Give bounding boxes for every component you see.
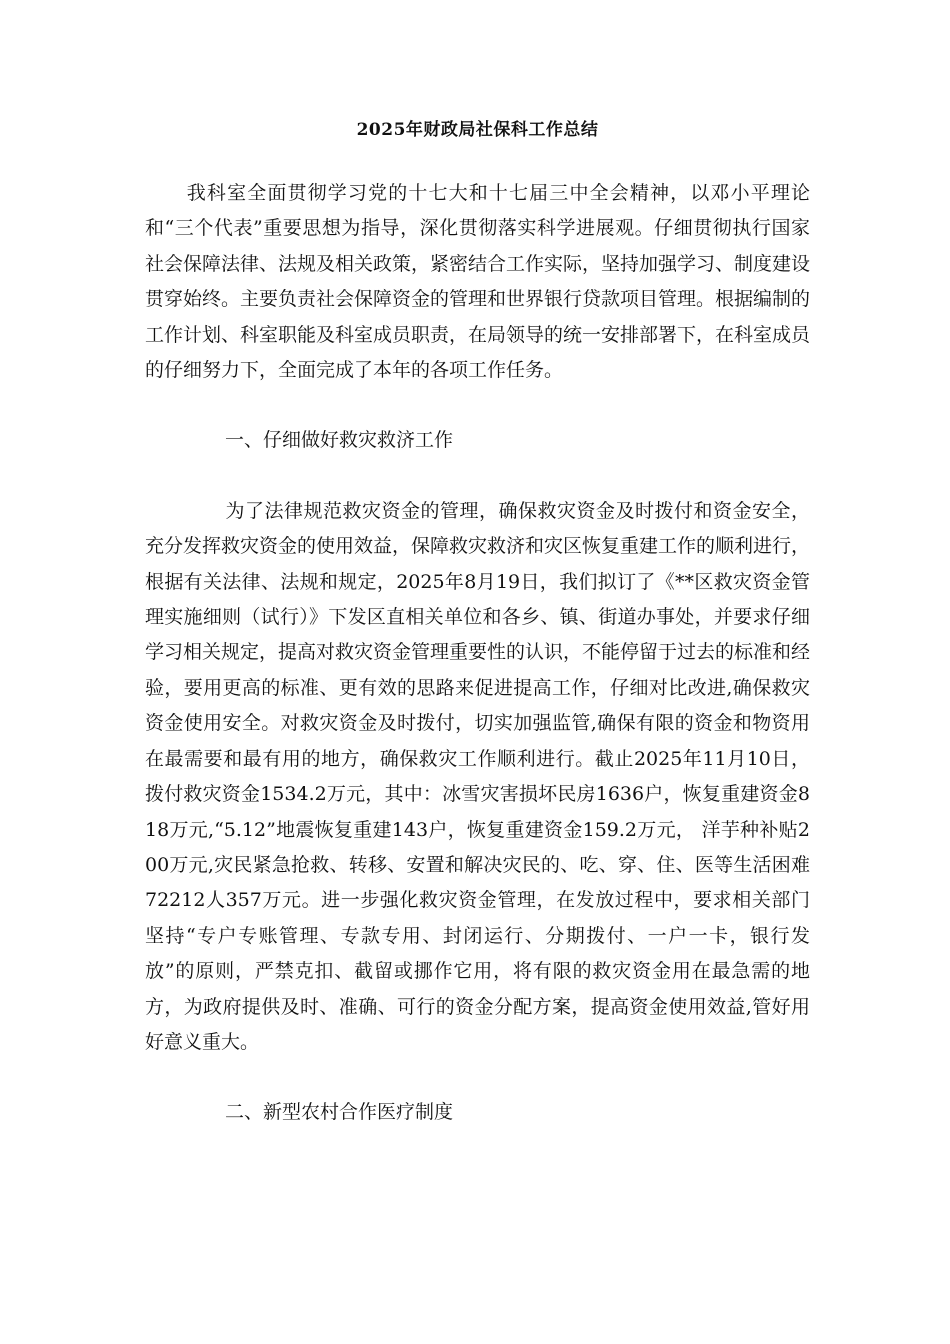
intro-paragraph: 我科室全面贯彻学习党的十七大和十七届三中全会精神，以邓小平理论和“三个代表”重要思想为指导，深化贯彻落实科学进展观。仔细贯彻执行国家社会保障法律、法规及相关政策，紧密结合工作实际，坚持加强学习、制度建设贯穿始终。主要负责社会保障资金的管理和世界银行贷款项目管理。根据编制的工作计划、科室职能及科室成员职责，在局领导的统一安排部署下，在科室成员的仔细努力下，全面完成了本年的各项工作任务。 [145, 182, 811, 382]
section-heading-2: 二、新型农村合作医疗制度 [225, 1101, 454, 1124]
disaster-relief-paragraph [145, 494, 810, 1061]
document-page [145, 118, 810, 1166]
disaster-relief-text: 为了法律规范救灾资金的管理，确保救灾资金及时拨付和资金安全，充分发挥救灾资金的使用效益，保障救灾救济和灾区恢复重建工作的顺利进行，根据有关法律、法规和规定，2025年8月19日，我们拟订了《**区救灾资金管理实施细则（试行）》下发区直相关单位和各乡、镇、街道办事处，并要求仔细学习相关规定，提高对救灾资金管理重要性的认识，不能停留于过去的标准和经验，要用更高的标准、更有效的思路来促进提高工作，仔细对比改进,确保救灾资金使用安全。对救灾资金及时拨付，切实加强监管,确保有限的资金和物资用在最需要和最有用的地方，确保救灾工作顺利进行。截止2025年11月10日，拨付救灾资金1534.2万元，其中：冰雪灾害损坏民房1636户，恢复重建资金818万元,“5.12”地震恢复重建143户，恢复重建资金159.2万元， 洋芋种补贴200万元,灾民紧急抢救、转移、安置和解决灾民的、吃、穿、住、医等生活困难72212人357万元。进一步强化救灾资金管理，在发放过程中，要求相关部门坚持“专户专账管理、专款专用、封闭运行、分期拨付、一户一卡，银行发放”的原则，严禁克扣、截留或挪作它用，将有限的救灾资金用在最急需的地方，为政府提供及时、准确、可行的资金分配方案，提高资金使用效益,管好用好意义重大。 [145, 499, 811, 1053]
section-heading-1: 一、仔细做好救灾救济工作 [225, 429, 454, 452]
document-title: 2025年财政局社保科工作总结 [356, 120, 599, 140]
